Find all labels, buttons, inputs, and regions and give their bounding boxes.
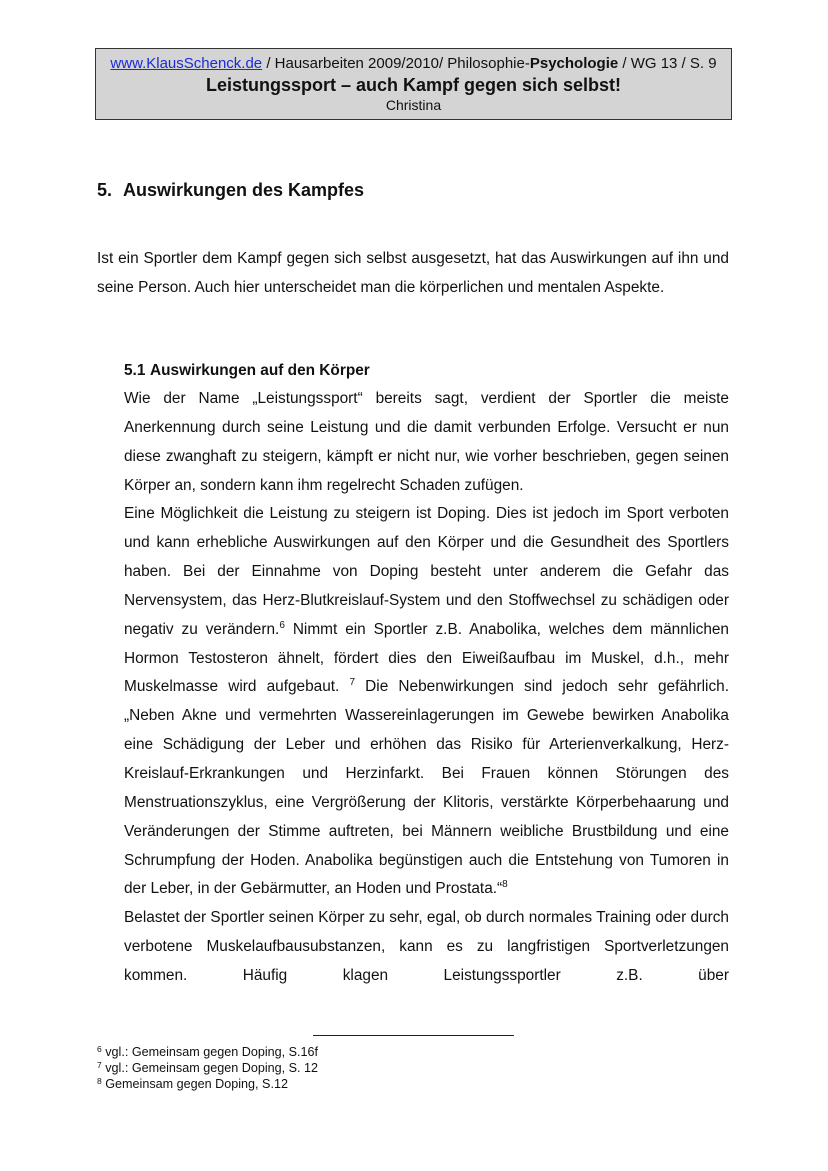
footnote-text: vgl.: Gemeinsam gegen Doping, S.16f [101,1045,319,1059]
footnote-number: 7 [97,1060,102,1070]
site-link[interactable]: www.KlausSchenck.de [110,55,263,72]
footnote-ref-8[interactable]: 8 [502,879,508,891]
footnote-separator [313,1035,514,1036]
footnote-7 [97,1060,318,1076]
author-name: Christina [385,97,442,113]
footnote-ref-6[interactable]: 6 [279,619,285,631]
section-heading [97,179,364,201]
section-title: Auswirkungen des Kampfes [123,180,365,200]
section-intro-paragraph: Ist ein Sportler dem Kampf gegen sich selbst ausgesetzt, hat das Auswirkungen auf ihn und seine Person. Auch hier unterscheidet man die körperlichen und mentalen Aspekte. [97,250,729,296]
subsection-title: Auswirkungen auf den Körper [150,362,370,379]
footnote-8 [97,1076,318,1092]
footnote-6 [97,1044,318,1060]
subsection-body [124,385,729,991]
paragraph-2-part-a: Eine Möglichkeit die Leistung zu steigern ist Doping. Dies ist jedoch im Sport verboten und kann erhebliche Auswirkungen auf den Körper und die Gesundheit des Sportlers haben. Bei der Einnahme von Doping besteht unter anderem die Gefahr das Nervensystem, das Herz-Blutkreislauf-System und den Stoffwechsel zu schädigen oder negativ zu verändern. [124,505,729,638]
footnotes [97,1044,318,1092]
paragraph-1: Wie der Name „Leistungssport“ bereits sagt, verdient der Sportler die meiste Anerkennung durch seine Leistung und die damit verbunden Erfolge. Versucht er nun diese zwanghaft zu steigern, kämpft er nicht nur, wie vorher beschrieben, gegen seinen Körper an, sondern kann ihm regelrecht Schaden zufügen. [124,390,729,494]
paragraph-2-part-b: Nimmt ein Sportler z.B. Anabolika, welches dem männlichen Hormon Testosteron ähnelt, fördert dies den Eiweißaufbau im Muskel, d.h., mehr Muskelmasse wird aufgebaut. [124,620,729,696]
document-title: Leistungssport – auch Kampf gegen sich selbst! [205,75,622,95]
footnote-number: 8 [97,1076,102,1086]
subsection-heading [124,361,370,381]
footnote-text: Gemeinsam gegen Doping, S.12 [101,1077,288,1091]
header-path-part2: / WG 13 / S. 9 [618,55,717,72]
paragraph-2 [124,500,729,904]
footnote-number: 6 [97,1044,102,1054]
subsection-number: 5.1 [124,362,146,379]
header-path-line [96,54,731,74]
page-header [95,48,732,120]
paragraph-3: Belastet der Sportler seinen Körper zu sehr, egal, ob durch normales Training oder durch verbotene Muskelaufbausubstanzen, kann es zu langfristigen Sportverletzungen kommen. Häufig klagen Leistungssportler z.B. über [124,909,729,984]
section-number: 5. [97,180,113,200]
paragraph-2-part-c: Die Nebenwirkungen sind jedoch sehr gefährlich. „Neben Akne und vermehrten Wassereinlagerungen im Gewebe bewirken Anabolika eine Schädigung der Leber und erhöhen das Risiko für Arterienverkalkung, Herz-Kreislauf-Erkrankungen und Herzinfarkt. Bei Frauen können Störungen des Menstruationszyklus, eine Vergrößerung der Klitoris, verstärkte Körperbehaarung und Veränderungen der Stimme auftreten, bei Männern weibliche Brustbildung und eine Schrumpfung der Hoden. Anabolika begünstigen auch die Entstehung von Tumoren in der Leber, in der Gebärmutter, an Hoden und Prostata.“ [124,678,729,898]
footnote-text: vgl.: Gemeinsam gegen Doping, S. 12 [101,1061,319,1075]
footnote-ref-7[interactable]: 7 [349,677,356,689]
header-path-part1: / Hausarbeiten 2009/2010/ Philosophie- [262,55,530,72]
header-path-bold: Psychologie [529,55,619,72]
